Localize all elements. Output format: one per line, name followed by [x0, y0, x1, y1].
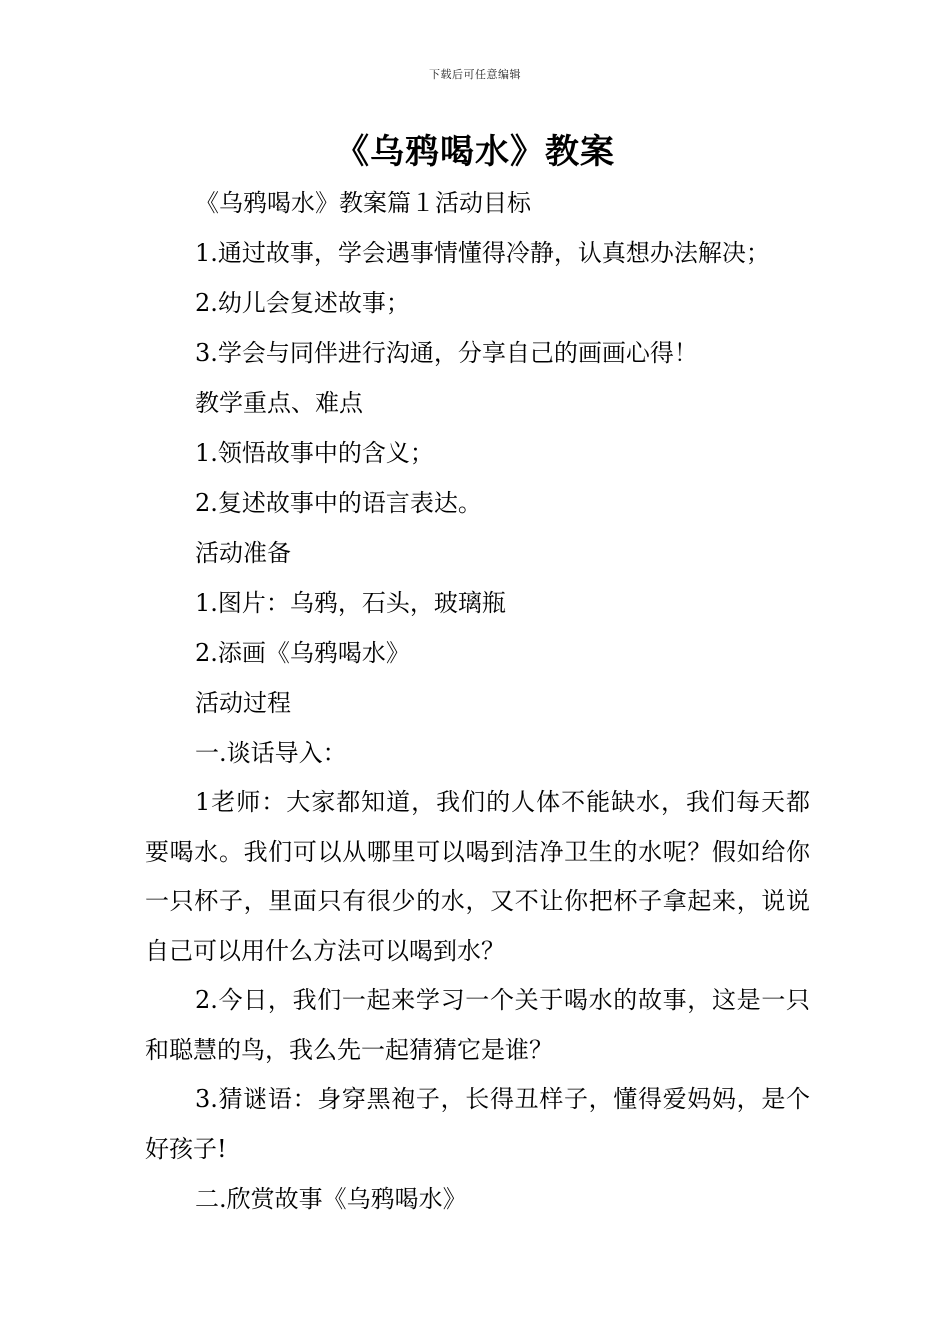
step-2-heading: 二.欣赏故事《乌鸦喝水》 — [195, 1185, 467, 1213]
preparation-item-2: 2.添画《乌鸦喝水》 — [195, 639, 410, 667]
step-1-paragraph-2: 2.今日，我们一起来学习一个关于喝水的故事，这是一只和聪慧的鸟，我么先一起猜猜它是谁？ — [145, 986, 810, 1064]
step-1-paragraph-1: 1老师：大家都知道，我们的人体不能缺水，我们每天都要喝水。我们可以从哪里可以喝到洁净卫生的水呢？假如给你一只杯子，里面只有很少的水，又不让你把杯子拿起来，说说自己可以用什么方法可以喝到水？ — [145, 788, 810, 965]
goal-item-2: 2.幼儿会复述故事； — [195, 289, 410, 317]
key-point-2: 2.复述故事中的语言表达。 — [195, 489, 482, 517]
step-1-heading: 一.谈话导入： — [195, 739, 347, 767]
intro-line: 《乌鸦喝水》教案篇１活动目标 — [195, 189, 531, 217]
goal-item-1: 1.通过故事，学会遇事情懂得冷静，认真想办法解决； — [195, 239, 770, 267]
header-note: 下载后可任意编辑 — [429, 68, 521, 81]
preparation-heading: 活动准备 — [195, 539, 291, 567]
step-1-paragraph-3: 3.猜谜语：身穿黑袍子，长得丑样子，懂得爱妈妈，是个好孩子! — [145, 1085, 810, 1163]
key-point-1: 1.领悟故事中的含义； — [195, 439, 434, 467]
key-points-heading: 教学重点、难点 — [195, 389, 363, 417]
document-body — [145, 178, 810, 1224]
preparation-item-1: 1.图片：乌鸦，石头，玻璃瓶 — [195, 589, 506, 617]
goal-item-3: 3.学会与同伴进行沟通，分享自己的画画心得！ — [195, 339, 698, 367]
process-heading: 活动过程 — [195, 689, 291, 717]
document-title: 《乌鸦喝水》教案 — [335, 132, 615, 172]
